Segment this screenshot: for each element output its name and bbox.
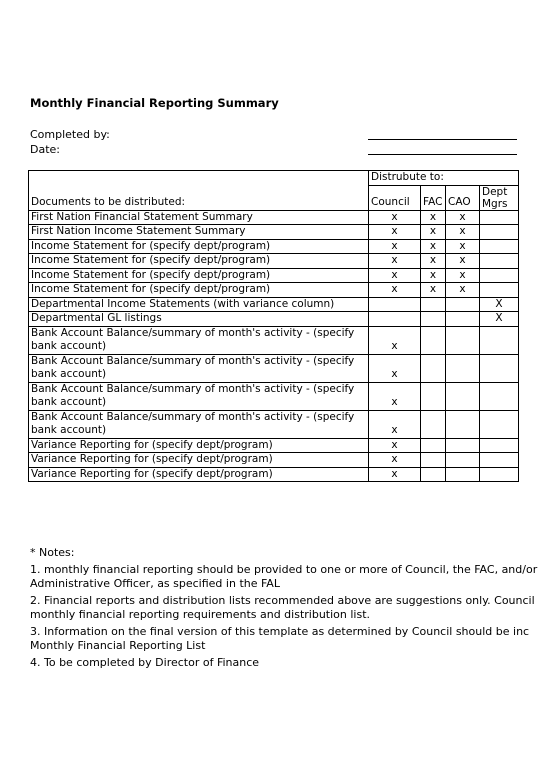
table-row xyxy=(29,225,519,240)
distribute-to-header: Distrubute to: xyxy=(369,171,519,186)
mark-cell: x xyxy=(446,268,480,283)
mark-cell xyxy=(446,453,480,468)
note-item xyxy=(30,563,550,591)
mark-cell: x xyxy=(446,225,480,240)
mark-cell: x xyxy=(369,382,421,410)
mark-cell: x xyxy=(369,268,421,283)
mark-cell xyxy=(480,225,519,240)
table-row xyxy=(29,453,519,468)
note-line: Monthly Financial Reporting List xyxy=(30,639,206,652)
mark-cell xyxy=(480,382,519,410)
mark-cell: x xyxy=(421,254,446,269)
table-row xyxy=(29,268,519,283)
mark-cell xyxy=(421,382,446,410)
document-name-cell: Bank Account Balance/summary of month's activity - (specify bank account) xyxy=(29,326,369,354)
document-name-cell: Variance Reporting for (specify dept/program) xyxy=(29,467,369,482)
mark-cell xyxy=(446,467,480,482)
note-line: 2. Financial reports and distribution lists recommended above are suggestions only. Council xyxy=(30,594,535,607)
mark-cell: x xyxy=(421,268,446,283)
table-row xyxy=(29,354,519,382)
document-name-cell: Income Statement for (specify dept/program) xyxy=(29,254,369,269)
distribution-table xyxy=(28,170,519,482)
mark-cell xyxy=(480,354,519,382)
table-row xyxy=(29,326,519,354)
document-name-cell: Variance Reporting for (specify dept/program) xyxy=(29,453,369,468)
mark-cell xyxy=(480,239,519,254)
mark-cell: x xyxy=(421,225,446,240)
mark-cell: x xyxy=(369,283,421,298)
note-item xyxy=(30,625,550,653)
note-item xyxy=(30,656,550,670)
document-name-cell: Variance Reporting for (specify dept/program) xyxy=(29,438,369,453)
mark-cell: x xyxy=(369,210,421,225)
table-row xyxy=(29,467,519,482)
mark-cell xyxy=(446,326,480,354)
notes-title: * Notes: xyxy=(30,546,75,559)
note-line: 4. To be completed by Director of Finance xyxy=(30,656,260,669)
mark-cell: x xyxy=(369,354,421,382)
note-line: 1. monthly financial reporting should be provided to one or more of Council, the FAC, and/or xyxy=(30,563,538,576)
mark-cell xyxy=(446,354,480,382)
mark-cell xyxy=(480,283,519,298)
document-name-cell: First Nation Income Statement Summary xyxy=(29,225,369,240)
table-row xyxy=(29,283,519,298)
mark-cell xyxy=(480,467,519,482)
mark-cell xyxy=(421,297,446,312)
mark-cell: x xyxy=(369,254,421,269)
completed-by-field[interactable] xyxy=(368,139,517,140)
mark-cell xyxy=(421,453,446,468)
mark-cell xyxy=(446,312,480,327)
col-dept-mgrs: Dept Mgrs xyxy=(480,185,519,210)
table-header-row-1 xyxy=(29,171,519,186)
mark-cell: x xyxy=(421,283,446,298)
note-item xyxy=(30,594,550,622)
date-label: Date: xyxy=(30,143,60,156)
mark-cell xyxy=(369,297,421,312)
mark-cell xyxy=(421,467,446,482)
document-name-cell: Bank Account Balance/summary of month's activity - (specify bank account) xyxy=(29,410,369,438)
note-line: Administrative Officer, as specified in the FAL xyxy=(30,577,280,590)
mark-cell: x xyxy=(369,326,421,354)
col-council: Council xyxy=(369,185,421,210)
mark-cell: x xyxy=(369,438,421,453)
table-row xyxy=(29,239,519,254)
table-row xyxy=(29,210,519,225)
mark-cell xyxy=(446,410,480,438)
col-cao: CAO xyxy=(446,185,480,210)
table-row xyxy=(29,297,519,312)
mark-cell xyxy=(480,268,519,283)
document-name-cell: First Nation Financial Statement Summary xyxy=(29,210,369,225)
mark-cell: x xyxy=(446,254,480,269)
completed-by-label: Completed by: xyxy=(30,128,110,141)
document-name-cell: Departmental GL listings xyxy=(29,312,369,327)
notes-section xyxy=(30,546,550,673)
mark-cell: x xyxy=(369,453,421,468)
mark-cell xyxy=(480,254,519,269)
mark-cell: x xyxy=(369,225,421,240)
mark-cell: x xyxy=(446,283,480,298)
mark-cell xyxy=(446,438,480,453)
mark-cell: x xyxy=(369,467,421,482)
table-row xyxy=(29,382,519,410)
document-name-cell: Bank Account Balance/summary of month's activity - (specify bank account) xyxy=(29,382,369,410)
mark-cell: x xyxy=(421,210,446,225)
page-title: Monthly Financial Reporting Summary xyxy=(30,96,279,110)
document-name-cell: Bank Account Balance/summary of month's activity - (specify bank account) xyxy=(29,354,369,382)
mark-cell: x xyxy=(369,239,421,254)
document-name-cell: Income Statement for (specify dept/program) xyxy=(29,283,369,298)
documents-header: Documents to be distributed: xyxy=(29,171,369,211)
mark-cell xyxy=(421,354,446,382)
mark-cell xyxy=(480,410,519,438)
mark-cell xyxy=(369,312,421,327)
table-row xyxy=(29,254,519,269)
mark-cell xyxy=(421,410,446,438)
mark-cell xyxy=(480,210,519,225)
mark-cell xyxy=(446,297,480,312)
mark-cell xyxy=(480,438,519,453)
mark-cell: X xyxy=(480,297,519,312)
table-row xyxy=(29,312,519,327)
mark-cell: x xyxy=(446,239,480,254)
date-field[interactable] xyxy=(368,154,517,155)
note-line: 3. Information on the final version of this template as determined by Council should be inc xyxy=(30,625,530,638)
mark-cell xyxy=(446,382,480,410)
mark-cell xyxy=(421,326,446,354)
document-name-cell: Income Statement for (specify dept/program) xyxy=(29,268,369,283)
mark-cell: x xyxy=(369,410,421,438)
table-row xyxy=(29,438,519,453)
col-fac: FAC xyxy=(421,185,446,210)
document-name-cell: Departmental Income Statements (with variance column) xyxy=(29,297,369,312)
mark-cell xyxy=(421,312,446,327)
mark-cell: x xyxy=(446,210,480,225)
document-name-cell: Income Statement for (specify dept/program) xyxy=(29,239,369,254)
table-row xyxy=(29,410,519,438)
mark-cell xyxy=(480,326,519,354)
mark-cell: X xyxy=(480,312,519,327)
mark-cell xyxy=(421,438,446,453)
mark-cell xyxy=(480,453,519,468)
mark-cell: x xyxy=(421,239,446,254)
note-line: monthly financial reporting requirements and distribution list. xyxy=(30,608,371,621)
